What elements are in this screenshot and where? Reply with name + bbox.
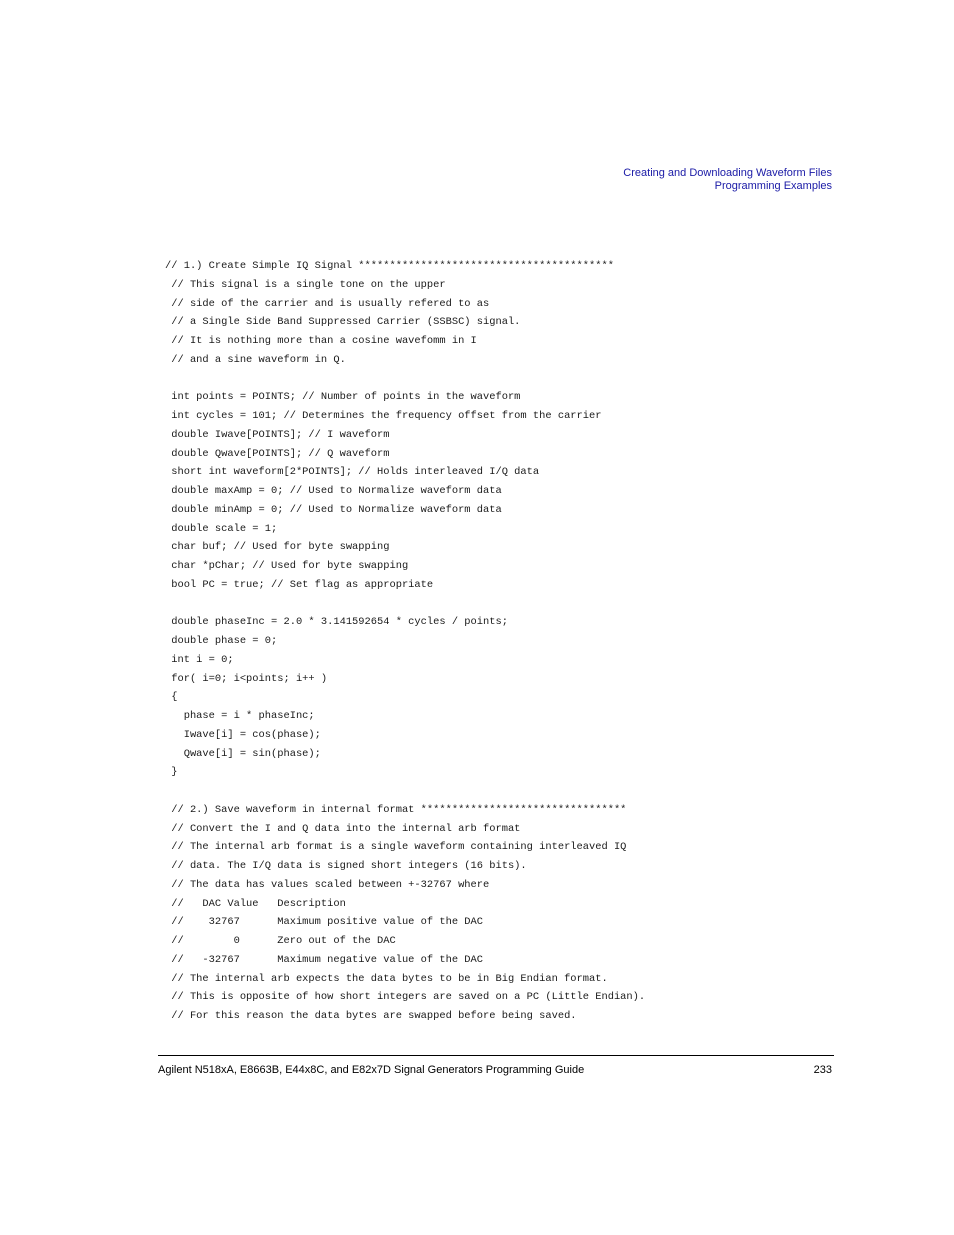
- code-line: double phaseInc = 2.0 * 3.141592654 * cycles / points;: [165, 616, 508, 629]
- code-listing: [165, 257, 765, 1026]
- code-line: // 1.) Create Simple IQ Signal *****************************************: [165, 260, 614, 272]
- code-line: double maxAmp = 0; // Used to Normalize waveform data: [165, 485, 502, 497]
- page-number: 233: [813, 1064, 832, 1076]
- code-line: short int waveform[2*POINTS]; // Holds interleaved I/Q data: [165, 466, 540, 479]
- code-line: Qwave[i] = sin(phase);: [165, 747, 321, 760]
- code-line: int points = POINTS; // Number of points in the waveform: [165, 391, 521, 404]
- code-line: int cycles = 101; // Determines the frequency offset from the carrier: [165, 410, 602, 422]
- code-line: // data. The I/Q data is signed short integers (16 bits).: [165, 860, 527, 872]
- code-line: // 0 Zero out of the DAC: [165, 935, 396, 947]
- code-line: for( i=0; i<points; i++ ): [165, 672, 328, 685]
- code-line: // This is opposite of how short integers are saved on a PC (Little Endian).: [165, 991, 646, 1004]
- code-line: // The data has values scaled between +-32767 where: [165, 878, 490, 891]
- code-line: [165, 370, 765, 389]
- code-line: double Iwave[POINTS]; // I waveform: [165, 428, 390, 441]
- code-line: // It is nothing more than a cosine wavefomm in I: [165, 335, 477, 347]
- code-line: // DAC Value Description: [165, 897, 346, 910]
- code-line: Iwave[i] = cos(phase);: [165, 728, 321, 741]
- section-title: Programming Examples: [714, 180, 832, 192]
- code-line: // The internal arb format is a single waveform containing interleaved IQ: [165, 841, 627, 854]
- code-line: double scale = 1;: [165, 522, 278, 535]
- code-line: double minAmp = 0; // Used to Normalize waveform data: [165, 503, 502, 516]
- chapter-title: Creating and Downloading Waveform Files: [623, 167, 832, 179]
- code-line: // a Single Side Band Suppressed Carrier (SSBSC) signal.: [165, 316, 521, 329]
- code-line: // -32767 Maximum negative value of the DAC: [165, 953, 484, 966]
- code-line: // For this reason the data bytes are swapped before being saved.: [165, 1010, 577, 1022]
- footer-book-title: Agilent N518xA, E8663B, E44x8C, and E82x7D Signal Generators Programming Guide: [158, 1064, 585, 1076]
- code-line: // This signal is a single tone on the upper: [165, 278, 446, 291]
- code-line: [165, 782, 765, 801]
- code-line: char buf; // Used for byte swapping: [165, 541, 390, 554]
- footer-divider: [158, 1055, 834, 1056]
- code-line: // 2.) Save waveform in internal format *********************************: [165, 803, 627, 816]
- code-line: [165, 595, 765, 614]
- code-line: char *pChar; // Used for byte swapping: [165, 560, 409, 572]
- code-line: // and a sine waveform in Q.: [165, 353, 346, 366]
- code-line: bool PC = true; // Set flag as appropriate: [165, 578, 434, 591]
- code-line: // side of the carrier and is usually refered to as: [165, 297, 490, 310]
- code-line: // 32767 Maximum positive value of the DAC: [165, 916, 484, 929]
- code-line: int i = 0;: [165, 653, 234, 666]
- code-line: phase = i * phaseInc;: [165, 710, 315, 722]
- code-line: // Convert the I and Q data into the internal arb format: [165, 822, 521, 835]
- code-line: {: [165, 691, 178, 704]
- running-header: [623, 167, 832, 193]
- code-line: double phase = 0;: [165, 635, 278, 647]
- code-line: }: [165, 766, 178, 779]
- code-line: // The internal arb expects the data bytes to be in Big Endian format.: [165, 972, 608, 985]
- code-line: double Qwave[POINTS]; // Q waveform: [165, 447, 390, 460]
